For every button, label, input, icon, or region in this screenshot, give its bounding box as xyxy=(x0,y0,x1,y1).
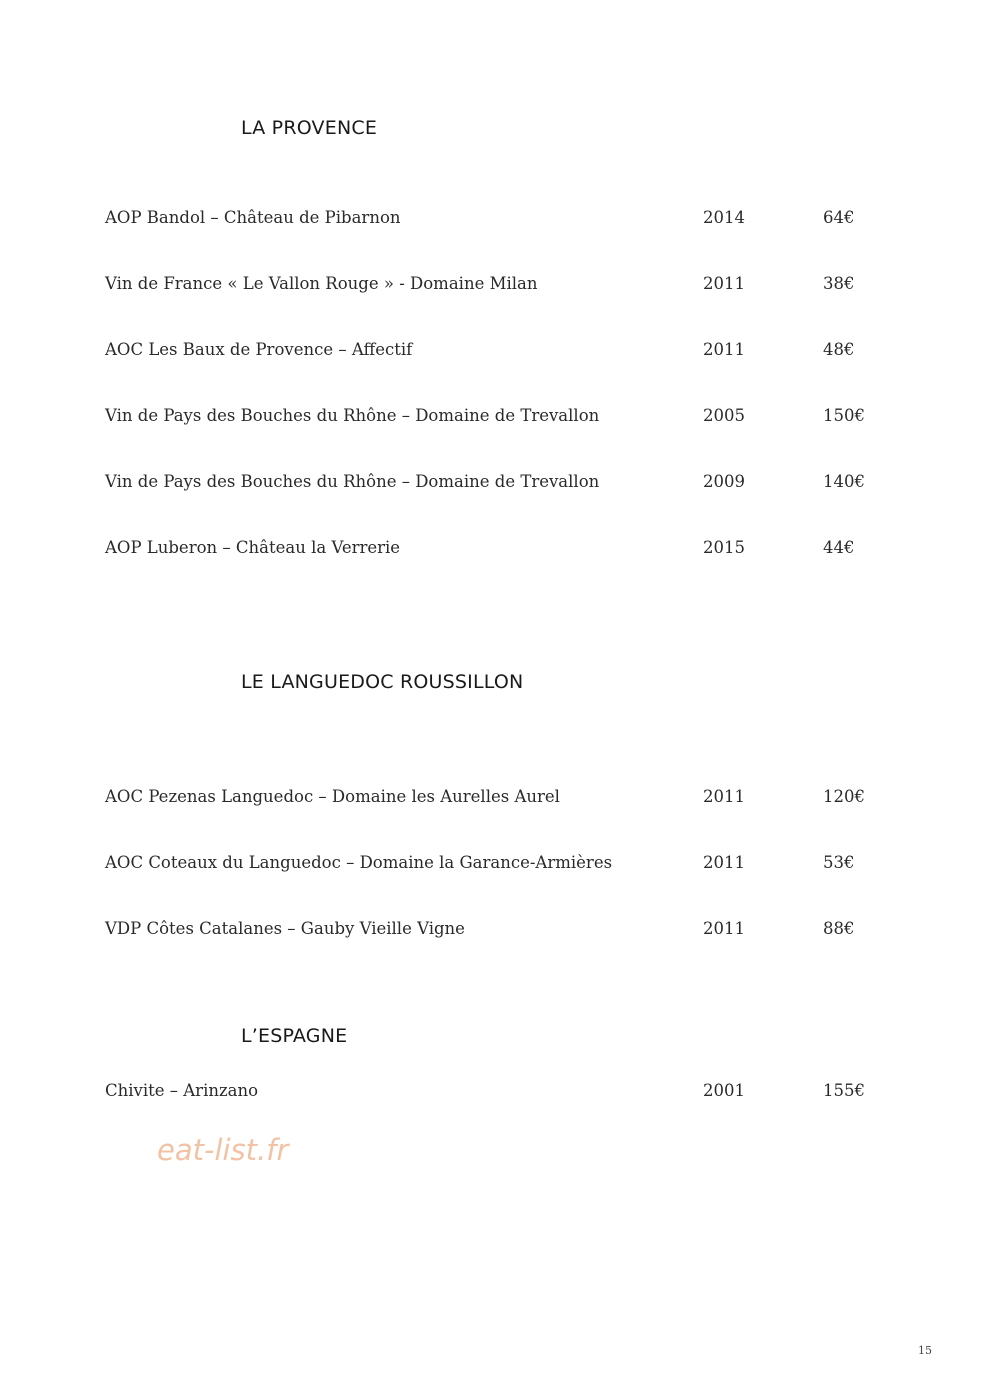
wine-name: AOP Bandol – Château de Pibarnon xyxy=(105,208,401,227)
wine-row xyxy=(0,208,989,234)
wine-year: 2005 xyxy=(703,406,745,425)
page-number: 15 xyxy=(918,1344,932,1357)
wine-price: 48€ xyxy=(823,340,855,359)
wine-price: 44€ xyxy=(823,538,855,557)
wine-price: 140€ xyxy=(823,472,865,491)
wine-name: VDP Côtes Catalanes – Gauby Vieille Vigne xyxy=(105,919,465,938)
wine-row xyxy=(0,340,989,366)
wine-name: Chivite – Arinzano xyxy=(105,1081,259,1100)
wine-name: Vin de Pays des Bouches du Rhône – Domaine de Trevallon xyxy=(105,472,600,491)
section-heading-espagne: L’ESPAGNE xyxy=(241,1025,348,1047)
wine-year: 2014 xyxy=(703,208,745,227)
wine-price: 53€ xyxy=(823,853,855,872)
wine-name: Vin de France « Le Vallon Rouge » - Domaine Milan xyxy=(105,274,538,293)
wine-row xyxy=(0,406,989,432)
wine-price: 150€ xyxy=(823,406,865,425)
wine-price: 88€ xyxy=(823,919,855,938)
section-heading-provence: LA PROVENCE xyxy=(241,117,378,139)
wine-row xyxy=(0,538,989,564)
wine-year: 2011 xyxy=(703,274,745,293)
wine-price: 120€ xyxy=(823,787,865,806)
wine-name: Vin de Pays des Bouches du Rhône – Domaine de Trevallon xyxy=(105,406,600,425)
wine-year: 2011 xyxy=(703,853,745,872)
section-heading-languedoc: LE LANGUEDOC ROUSSILLON xyxy=(241,671,524,693)
wine-year: 2011 xyxy=(703,919,745,938)
wine-price: 64€ xyxy=(823,208,855,227)
wine-row xyxy=(0,472,989,498)
wine-price: 38€ xyxy=(823,274,855,293)
wine-row xyxy=(0,1081,989,1107)
wine-row xyxy=(0,919,989,945)
wine-name: AOC Pezenas Languedoc – Domaine les Aurelles Aurel xyxy=(105,787,560,806)
wine-year: 2015 xyxy=(703,538,745,557)
wine-name: AOC Coteaux du Languedoc – Domaine la Garance-Armières xyxy=(105,853,613,872)
wine-year: 2011 xyxy=(703,787,745,806)
wine-year: 2011 xyxy=(703,340,745,359)
wine-name: AOP Luberon – Château la Verrerie xyxy=(105,538,401,557)
wine-row xyxy=(0,853,989,879)
watermark: eat-list.fr xyxy=(157,1133,289,1167)
wine-row xyxy=(0,274,989,300)
wine-row xyxy=(0,787,989,813)
wine-year: 2001 xyxy=(703,1081,745,1100)
wine-year: 2009 xyxy=(703,472,745,491)
wine-price: 155€ xyxy=(823,1081,865,1100)
wine-name: AOC Les Baux de Provence – Affectif xyxy=(105,340,413,359)
